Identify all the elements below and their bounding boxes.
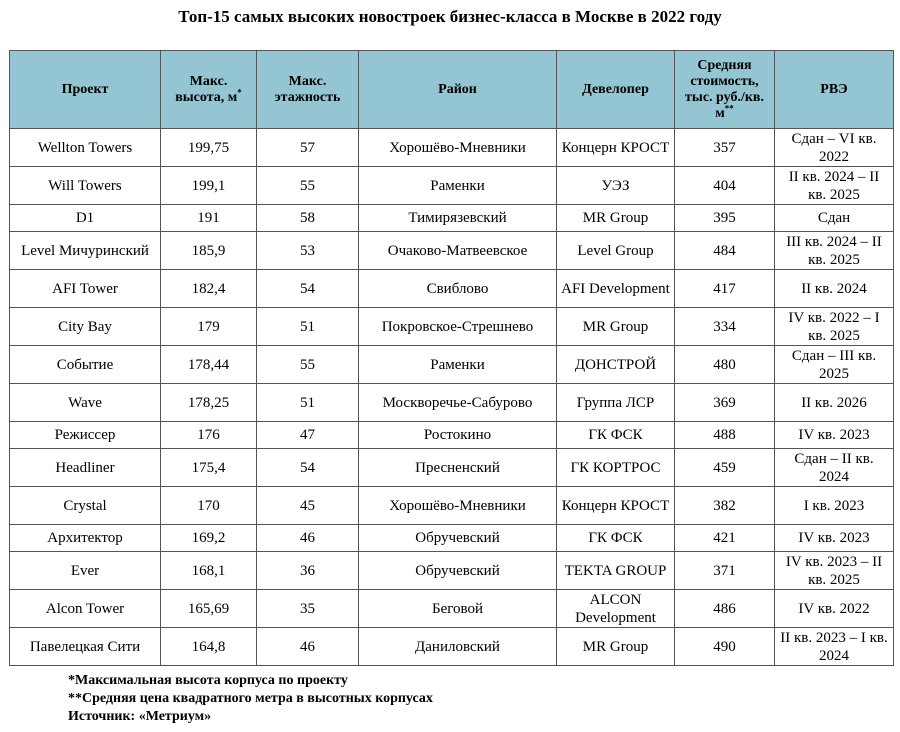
header-developer: Девелопер — [557, 51, 675, 129]
cell-project: Режиссер — [10, 422, 161, 449]
cell-price: 459 — [675, 449, 775, 487]
cell-developer: ГК ФСК — [557, 422, 675, 449]
cell-developer: Концерн КРОСТ — [557, 487, 675, 525]
header-floors: Макс. этажность — [257, 51, 359, 129]
cell-height: 175,4 — [161, 449, 257, 487]
cell-price: 417 — [675, 270, 775, 308]
cell-height: 199,1 — [161, 167, 257, 205]
cell-height: 168,1 — [161, 552, 257, 590]
cell-height: 179 — [161, 308, 257, 346]
table-row — [10, 270, 894, 308]
cell-floors: 57 — [257, 129, 359, 167]
header-price-label: Средняя стоимость, тыс. руб./кв. м — [685, 57, 764, 121]
cell-floors: 51 — [257, 384, 359, 422]
cell-height: 164,8 — [161, 628, 257, 666]
cell-price: 382 — [675, 487, 775, 525]
cell-price: 404 — [675, 167, 775, 205]
header-price-mark: ** — [724, 102, 734, 113]
cell-floors: 51 — [257, 308, 359, 346]
table-row — [10, 129, 894, 167]
cell-district: Обручевский — [359, 552, 557, 590]
cell-price: 357 — [675, 129, 775, 167]
cell-rve: IV кв. 2023 — [775, 422, 894, 449]
cell-floors: 35 — [257, 590, 359, 628]
table-row — [10, 487, 894, 525]
cell-developer: Группа ЛСР — [557, 384, 675, 422]
cell-developer: Level Group — [557, 232, 675, 270]
cell-height: 191 — [161, 205, 257, 232]
cell-project: Wave — [10, 384, 161, 422]
footnote-height: *Максимальная высота корпуса по проекту — [68, 673, 348, 688]
cell-price: 488 — [675, 422, 775, 449]
cell-project: Событие — [10, 346, 161, 384]
page-title: Топ-15 самых высоких новостроек бизнес-класса в Москве в 2022 году — [178, 7, 722, 26]
table-row — [10, 384, 894, 422]
cell-project: Wellton Towers — [10, 129, 161, 167]
cell-height: 185,9 — [161, 232, 257, 270]
table-row — [10, 628, 894, 666]
cell-rve: II кв. 2026 — [775, 384, 894, 422]
header-height-mark: * — [237, 86, 242, 97]
table-row — [10, 167, 894, 205]
header-height — [161, 51, 257, 129]
cell-developer: Концерн КРОСТ — [557, 129, 675, 167]
cell-price: 421 — [675, 525, 775, 552]
cell-height: 178,25 — [161, 384, 257, 422]
cell-district: Ростокино — [359, 422, 557, 449]
cell-district: Раменки — [359, 167, 557, 205]
cell-floors: 47 — [257, 422, 359, 449]
table-row — [10, 308, 894, 346]
cell-floors: 46 — [257, 628, 359, 666]
buildings-table — [9, 50, 894, 666]
cell-floors: 54 — [257, 449, 359, 487]
header-rve: РВЭ — [775, 51, 894, 129]
cell-height: 199,75 — [161, 129, 257, 167]
cell-floors: 55 — [257, 346, 359, 384]
cell-project: City Bay — [10, 308, 161, 346]
cell-district: Беговой — [359, 590, 557, 628]
header-height-label: Макс. высота, м — [175, 73, 238, 105]
table-row — [10, 346, 894, 384]
cell-developer: УЭЗ — [557, 167, 675, 205]
cell-project: Alcon Tower — [10, 590, 161, 628]
cell-height: 178,44 — [161, 346, 257, 384]
cell-rve: II кв. 2024 – II кв. 2025 — [775, 167, 894, 205]
cell-height: 182,4 — [161, 270, 257, 308]
cell-developer: ALCON Development — [557, 590, 675, 628]
cell-height: 170 — [161, 487, 257, 525]
cell-rve: II кв. 2024 — [775, 270, 894, 308]
cell-district: Тимирязевский — [359, 205, 557, 232]
cell-district: Раменки — [359, 346, 557, 384]
cell-price: 484 — [675, 232, 775, 270]
header-project: Проект — [10, 51, 161, 129]
cell-project: Will Towers — [10, 167, 161, 205]
cell-rve: IV кв. 2023 — [775, 525, 894, 552]
cell-district: Свиблово — [359, 270, 557, 308]
cell-rve: Сдан – II кв. 2024 — [775, 449, 894, 487]
cell-district: Обручевский — [359, 525, 557, 552]
cell-district: Даниловский — [359, 628, 557, 666]
cell-developer: AFI Development — [557, 270, 675, 308]
cell-rve: IV кв. 2022 — [775, 590, 894, 628]
cell-project: AFI Tower — [10, 270, 161, 308]
cell-developer: TEKTA GROUP — [557, 552, 675, 590]
cell-price: 480 — [675, 346, 775, 384]
cell-floors: 58 — [257, 205, 359, 232]
cell-floors: 55 — [257, 167, 359, 205]
cell-district: Очаково-Матвеевское — [359, 232, 557, 270]
cell-rve: IV кв. 2023 – II кв. 2025 — [775, 552, 894, 590]
cell-rve: IV кв. 2022 – I кв. 2025 — [775, 308, 894, 346]
cell-floors: 53 — [257, 232, 359, 270]
cell-floors: 45 — [257, 487, 359, 525]
cell-rve: Сдан – III кв. 2025 — [775, 346, 894, 384]
cell-project: D1 — [10, 205, 161, 232]
table-row — [10, 590, 894, 628]
cell-height: 176 — [161, 422, 257, 449]
table-body — [10, 129, 894, 666]
cell-developer: ГК ФСК — [557, 525, 675, 552]
cell-rve: III кв. 2024 – II кв. 2025 — [775, 232, 894, 270]
table-row — [10, 552, 894, 590]
cell-district: Хорошёво-Мневники — [359, 129, 557, 167]
cell-height: 169,2 — [161, 525, 257, 552]
cell-district: Покровское-Стрешнево — [359, 308, 557, 346]
cell-project: Архитектор — [10, 525, 161, 552]
footnote-price: **Средняя цена квадратного метра в высотных корпусах — [68, 691, 433, 706]
footnotes — [68, 672, 433, 726]
cell-floors: 54 — [257, 270, 359, 308]
header-row — [10, 51, 894, 129]
cell-district: Пресненский — [359, 449, 557, 487]
cell-project: Павелецкая Сити — [10, 628, 161, 666]
cell-rve: I кв. 2023 — [775, 487, 894, 525]
header-district: Район — [359, 51, 557, 129]
cell-rve: Сдан – VI кв. 2022 — [775, 129, 894, 167]
cell-project: Level Мичуринский — [10, 232, 161, 270]
cell-developer: MR Group — [557, 205, 675, 232]
cell-floors: 46 — [257, 525, 359, 552]
cell-rve: Сдан — [775, 205, 894, 232]
cell-district: Хорошёво-Мневники — [359, 487, 557, 525]
cell-price: 490 — [675, 628, 775, 666]
cell-developer: ДОНСТРОЙ — [557, 346, 675, 384]
footnote-source: Источник: «Метриум» — [68, 709, 212, 724]
table-row — [10, 422, 894, 449]
cell-height: 165,69 — [161, 590, 257, 628]
cell-developer: ГК КОРТРОС — [557, 449, 675, 487]
cell-district: Москворечье-Сабурово — [359, 384, 557, 422]
cell-floors: 36 — [257, 552, 359, 590]
cell-price: 334 — [675, 308, 775, 346]
table-row — [10, 205, 894, 232]
cell-price: 369 — [675, 384, 775, 422]
cell-price: 395 — [675, 205, 775, 232]
table-row — [10, 449, 894, 487]
header-price — [675, 51, 775, 129]
cell-rve: II кв. 2023 – I кв. 2024 — [775, 628, 894, 666]
cell-price: 486 — [675, 590, 775, 628]
cell-price: 371 — [675, 552, 775, 590]
cell-project: Ever — [10, 552, 161, 590]
cell-project: Headliner — [10, 449, 161, 487]
cell-developer: MR Group — [557, 308, 675, 346]
cell-developer: MR Group — [557, 628, 675, 666]
table-row — [10, 232, 894, 270]
cell-project: Crystal — [10, 487, 161, 525]
table-row — [10, 525, 894, 552]
